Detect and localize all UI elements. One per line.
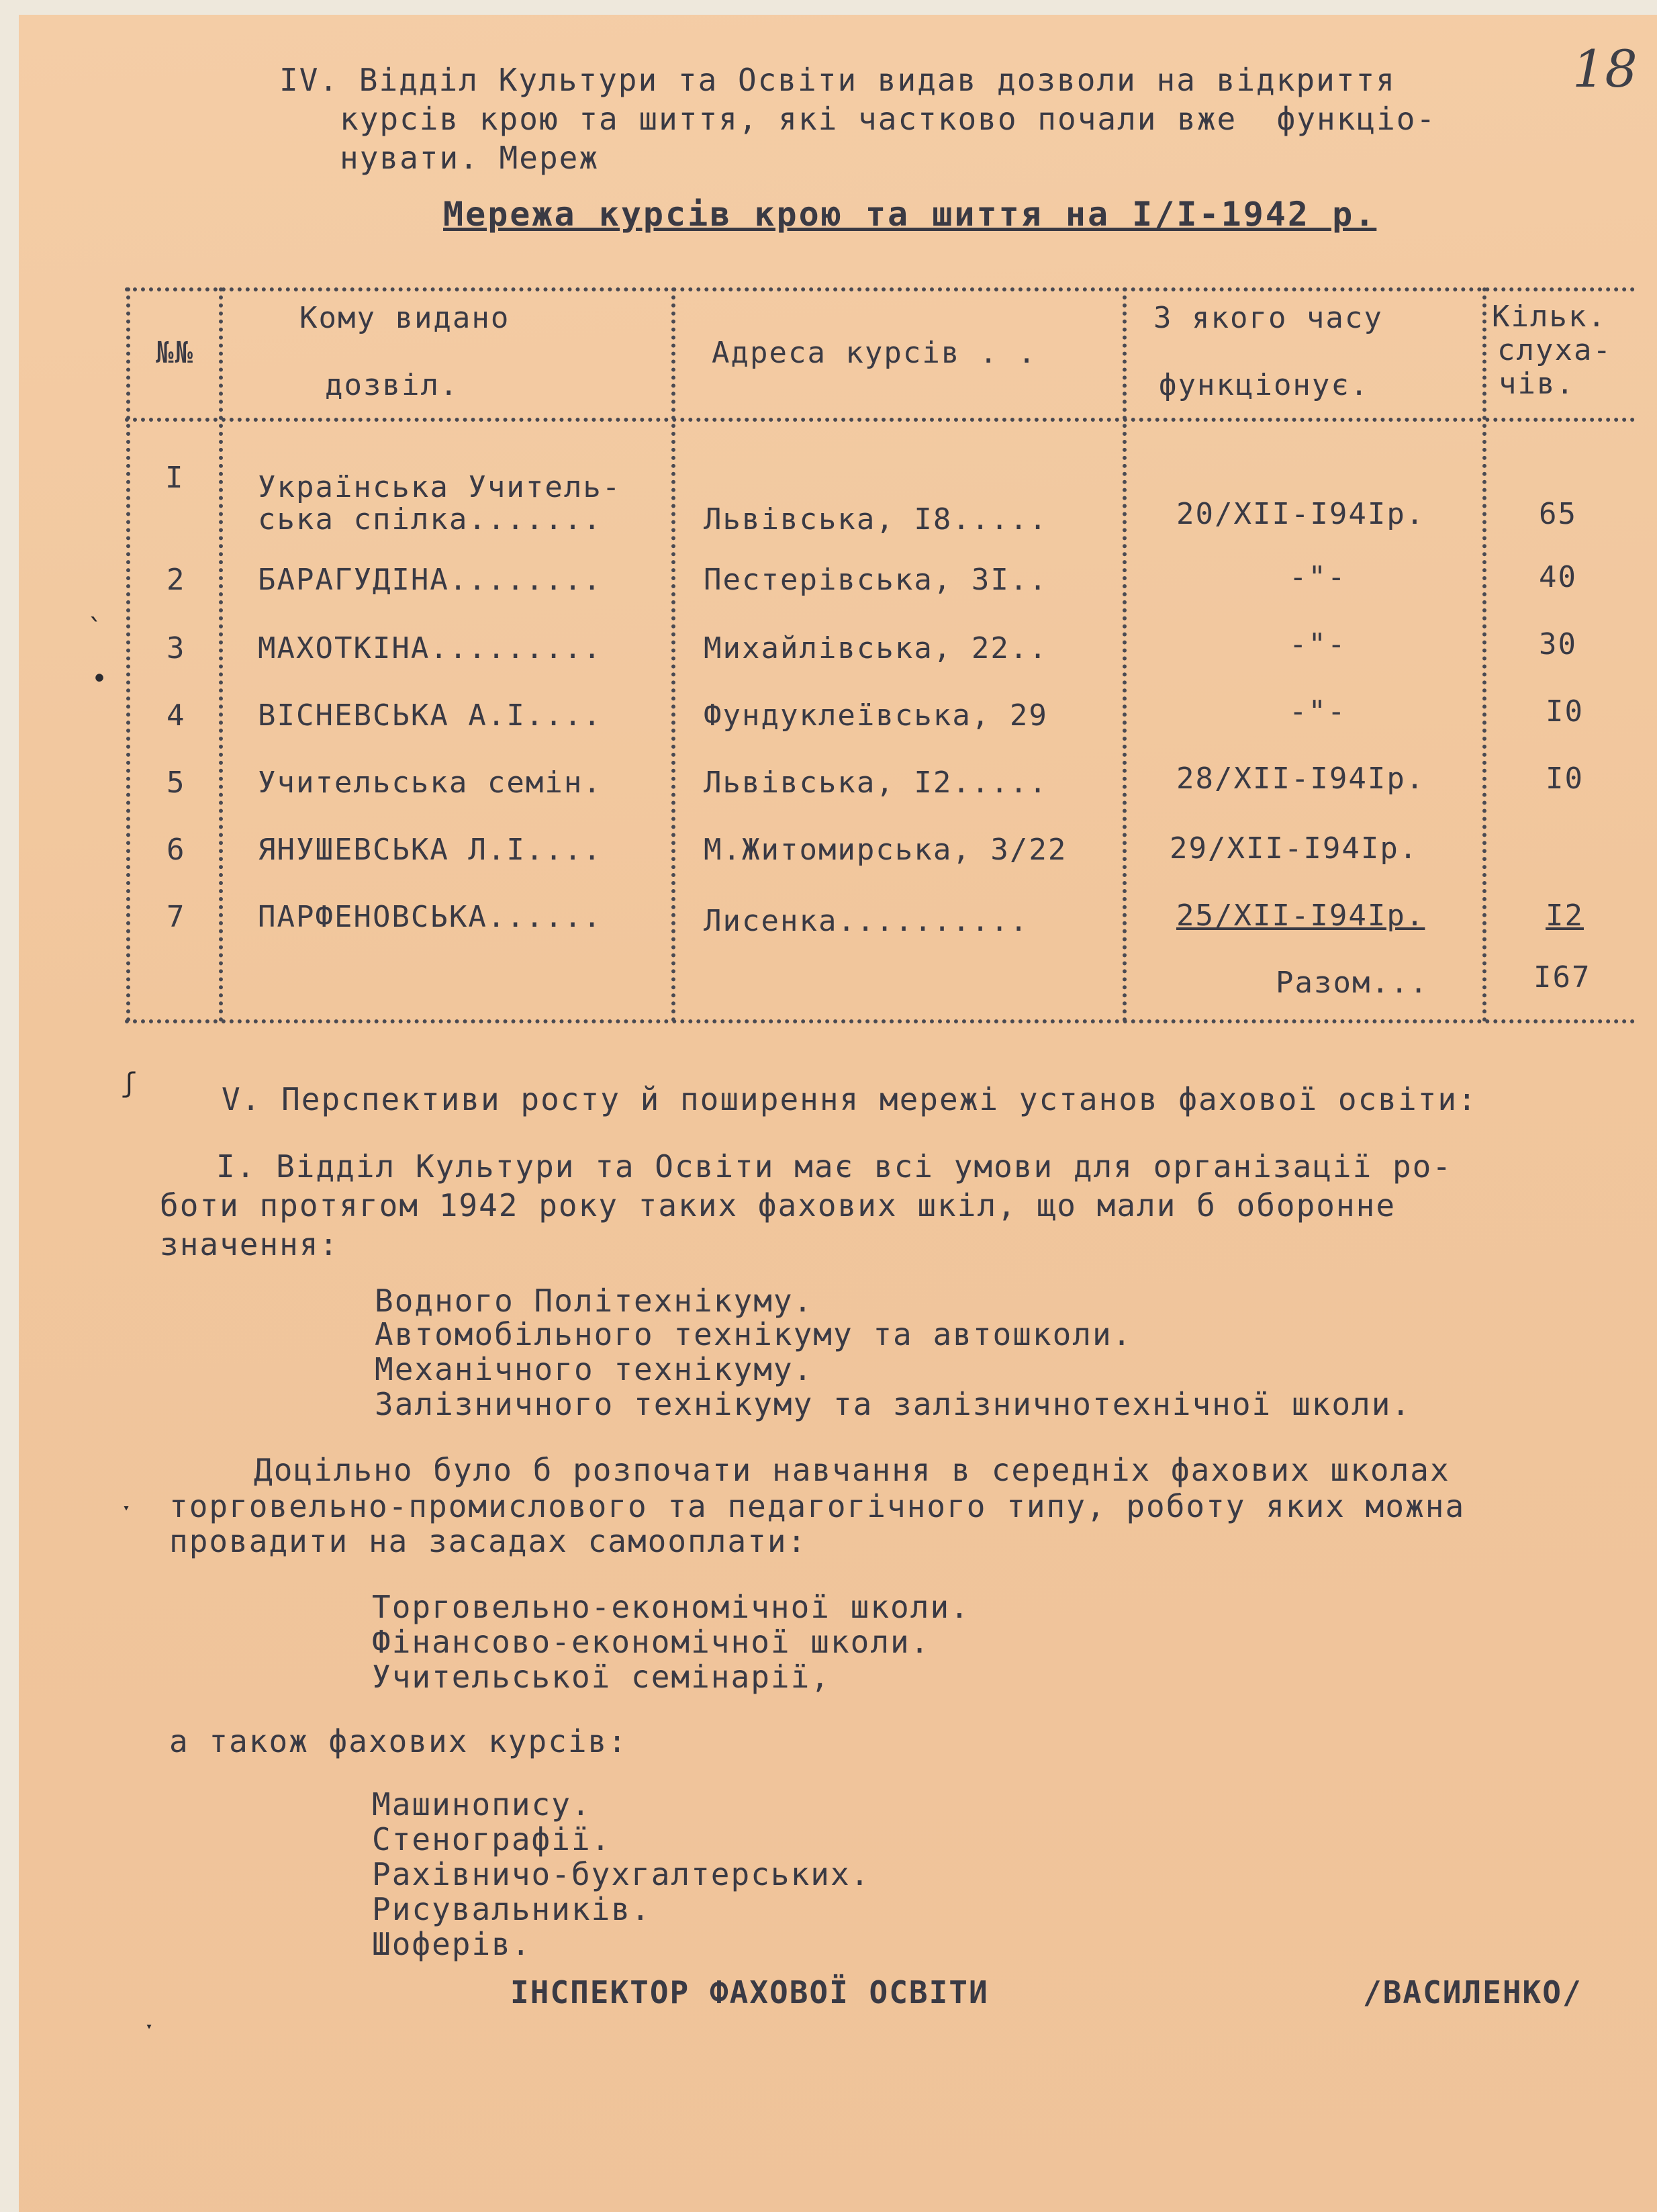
row-7-count: I2 [1546, 898, 1584, 933]
row-5-count: I0 [1546, 762, 1584, 796]
list2-item-1: Торговельно-економічної школи. [372, 1589, 970, 1625]
header-address: Адреса курсів . . [712, 336, 1037, 370]
list3-item-2: Стенографії. [372, 1821, 612, 1857]
list3-item-5: Шоферів. [372, 1926, 532, 1962]
row-6-num: 6 [167, 833, 186, 867]
row-7-num: 7 [167, 900, 186, 934]
section5-para2-line-1: Доцільно було б розпочати навчання в середніх фахових школах [254, 1452, 1450, 1488]
row-5-num: 5 [167, 766, 186, 800]
row-4-num: 4 [167, 698, 186, 733]
total-value: I67 [1533, 960, 1591, 995]
row-1-who: Українська Учитель- [258, 470, 622, 504]
row-4-who: ВІСНЕВСЬКА А.І.... [258, 698, 602, 733]
list2-item-3: Учительської семінарії, [372, 1659, 831, 1695]
list3-item-4: Рисувальників. [372, 1891, 651, 1927]
section5-para3: а також фахових курсів: [169, 1723, 628, 1759]
row-2-address: Пестерівська, 3I.. [704, 563, 1048, 597]
row-4-address: Фундуклеївська, 29 [704, 698, 1048, 733]
section4-line-1: IV. Відділ Культури та Освіти видав дозволи на відкриття [279, 62, 1396, 98]
row-5-since: 28/XII-I94Iр. [1176, 762, 1425, 796]
page-number: 18 [1572, 39, 1638, 99]
table-col-divider-1 [126, 287, 130, 1022]
section5-para2-line-3: провадити на засадах самооплати: [169, 1523, 808, 1559]
total-label: Разом... [1276, 966, 1429, 1000]
section5-para2-line-2: торговельно-промислового та педагогічного типу, роботу яких можна [169, 1488, 1466, 1524]
list1-item-4: Залізничного технікуму та залізничнотехнічної школи. [375, 1386, 1412, 1422]
list1-item-2: Автомобільного технікуму та автошколи. [375, 1316, 1133, 1352]
table-col-divider-2 [219, 287, 223, 1022]
row-5-who: Учительська семін. [258, 766, 602, 800]
table-header-rule [125, 418, 1636, 422]
signature-position: ІНСПЕКТОР ФАХОВОЇ ОСВІТИ [510, 1974, 989, 2011]
header-count-2: слуха- [1497, 333, 1612, 367]
row-2-count: 40 [1539, 560, 1577, 594]
row-3-who: МАХОТКІНА......... [258, 631, 602, 665]
list1-item-3: Механічного технікуму. [375, 1351, 814, 1387]
header-to-whom-2: дозвіл. [325, 368, 459, 402]
table-col-divider-4 [1123, 287, 1127, 1022]
header-since-1: З якого часу [1153, 301, 1383, 335]
section4-line-2: курсів крою та шиття, які частково почали вже функціо- [340, 101, 1437, 137]
row-4-since: -"- [1289, 694, 1347, 729]
header-since-2: функціонує. [1159, 368, 1370, 402]
margin-mark: • [91, 663, 108, 694]
margin-mark: ˑ [141, 2015, 158, 2045]
signature-name: /ВАСИЛЕНКО/ [1363, 1974, 1582, 2011]
header-count-3: чів. [1499, 367, 1575, 401]
margin-mark: ˑ [118, 1496, 135, 1527]
row-7-who: ПАРФЕНОВСЬКА...... [258, 900, 602, 934]
row-3-since: -"- [1289, 627, 1347, 661]
row-7-since: 25/XII-I94Iр. [1176, 898, 1425, 933]
list3-item-1: Машинопису. [372, 1786, 591, 1823]
row-1-who-cont: ська спілка....... [258, 502, 602, 537]
row-6-who: ЯНУШЕВСЬКА Л.І.... [258, 833, 602, 867]
table-col-divider-5 [1482, 287, 1486, 1022]
table-bottom-rule [125, 1019, 1636, 1023]
section5-para1-line-1: I. Відділ Культури та Освіти має всі умови для організації ро- [216, 1148, 1453, 1185]
row-2-who: БАРАГУДІНА........ [258, 563, 602, 597]
table-title: Мережа курсів крою та шиття на I/I-1942 р. [443, 195, 1377, 234]
row-3-count: 30 [1539, 627, 1577, 661]
row-2-since: -"- [1289, 560, 1347, 594]
header-count-1: Кільк. [1492, 299, 1607, 334]
margin-mark: ˎ [86, 590, 103, 620]
row-3-num: 3 [167, 631, 186, 665]
row-1-address: Львівська, I8..... [704, 502, 1048, 537]
header-to-whom-1: Кому видано [299, 301, 510, 335]
margin-mark: ʃ [121, 1068, 138, 1099]
table-top-rule [125, 287, 1636, 291]
row-6-since: 29/XII-I94Iр. [1170, 831, 1419, 866]
row-3-address: Михайлівська, 22.. [704, 631, 1048, 665]
header-num: №№ [156, 336, 194, 370]
row-6-address: М.Житомирська, 3/22 [704, 833, 1068, 867]
row-1-since: 20/XII-I94Iр. [1176, 497, 1425, 531]
row-7-address: Лисенка.......... [704, 904, 1029, 938]
section5-para1-line-2: боти протягом 1942 року таких фахових шкіл, що мали б оборонне [160, 1187, 1396, 1224]
row-1-count: 65 [1539, 497, 1577, 531]
row-2-num: 2 [167, 563, 186, 597]
section4-line-3: нувати. Мереж [340, 140, 600, 176]
list3-item-3: Рахівничо-бухгалтерських. [372, 1856, 871, 1892]
section5-para1-line-3: значення: [160, 1226, 340, 1262]
section5-heading: V. Перспективи росту й поширення мережі установ фахової освіти: [222, 1081, 1478, 1117]
list1-item-1: Водного Політехнікуму. [375, 1283, 814, 1319]
row-5-address: Львівська, I2..... [704, 766, 1048, 800]
list2-item-2: Фінансово-економічної школи. [372, 1624, 931, 1660]
row-4-count: I0 [1546, 694, 1584, 729]
table-col-divider-3 [671, 287, 675, 1022]
row-1-num: I [165, 461, 185, 495]
